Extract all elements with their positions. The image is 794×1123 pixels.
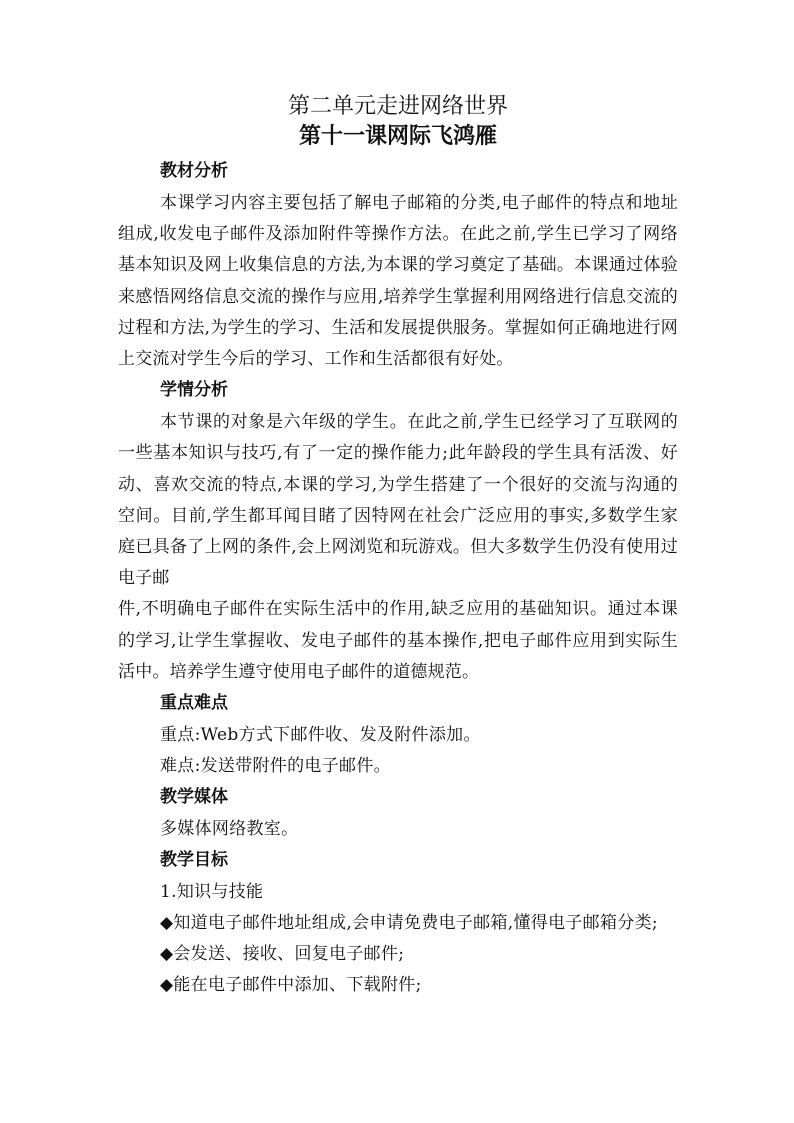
lesson-title: 第十一课网际飞鸿雁 bbox=[298, 124, 497, 149]
goal-item: ◆会发送、接收、回复电子邮件; bbox=[160, 944, 405, 965]
unit-title: 第二单元走进网络世界 bbox=[287, 94, 508, 119]
section-heading: 教学媒体 bbox=[160, 787, 228, 808]
media-description: 多媒体网络教室。 bbox=[160, 819, 299, 840]
section-teaching-goals bbox=[118, 847, 678, 1002]
key-point: 重点:Web方式下邮件收、发及附件添加。 bbox=[160, 725, 481, 746]
section-heading: 重点难点 bbox=[160, 693, 228, 714]
paragraph: 本节课的对象是六年级的学生。在此之前,学生已经学习了互联网的一些基本知识与技巧,有了一定的操作能力;此年龄段的学生具有活泼、好动、喜欢交流的特点,本课的学习,为学生搭建了一个很好的交流与沟通的空间。目前,学生都耳闻目睹了因特网在社会广泛应用的事实,多数学生家庭已具备了上网的条件,会上网浏览和玩游戏。但大多数学生仍没有使用过电子邮 bbox=[118, 412, 678, 589]
goal-subheading: 1.知识与技能 bbox=[160, 882, 264, 903]
paragraph: 件,不明确电子邮件在实际生活中的作用,缺乏应用的基础知识。通过本课的学习,让学生掌握收、发电子邮件的基本操作,把电子邮件应用到实际生活中。培养学生遵守使用电子邮件的道德规范。 bbox=[118, 599, 678, 682]
section-key-points bbox=[118, 690, 678, 782]
section-student-analysis bbox=[118, 377, 678, 688]
section-textbook-analysis bbox=[118, 158, 678, 375]
section-heading: 教学目标 bbox=[160, 850, 228, 871]
goal-item: ◆能在电子邮件中添加、下载附件; bbox=[160, 975, 422, 996]
difficult-point: 难点:发送带附件的电子邮件。 bbox=[160, 756, 391, 777]
section-heading: 学情分析 bbox=[160, 380, 228, 401]
document-page bbox=[118, 92, 678, 1002]
section-teaching-media bbox=[118, 784, 678, 845]
paragraph: 本课学习内容主要包括了解电子邮箱的分类,电子邮件的特点和地址组成,收发电子邮件及添加附件等操作方法。在此之前,学生已学习了网络基本知识及网上收集信息的方法,为本课的学习奠定了基础。本课通过体验来感悟网络信息交流的操作与应用,培养学生掌握利用网络进行信息交流的过程和方法,为学生的学习、生活和发展提供服务。掌握如何正确地进行网上交流对学生今后的学习、工作和生活都很有好处。 bbox=[118, 193, 678, 370]
section-heading: 教材分析 bbox=[160, 161, 228, 181]
goal-item: ◆知道电子邮件地址组成,会申请免费电子邮箱,懂得电子邮箱分类; bbox=[160, 913, 658, 934]
